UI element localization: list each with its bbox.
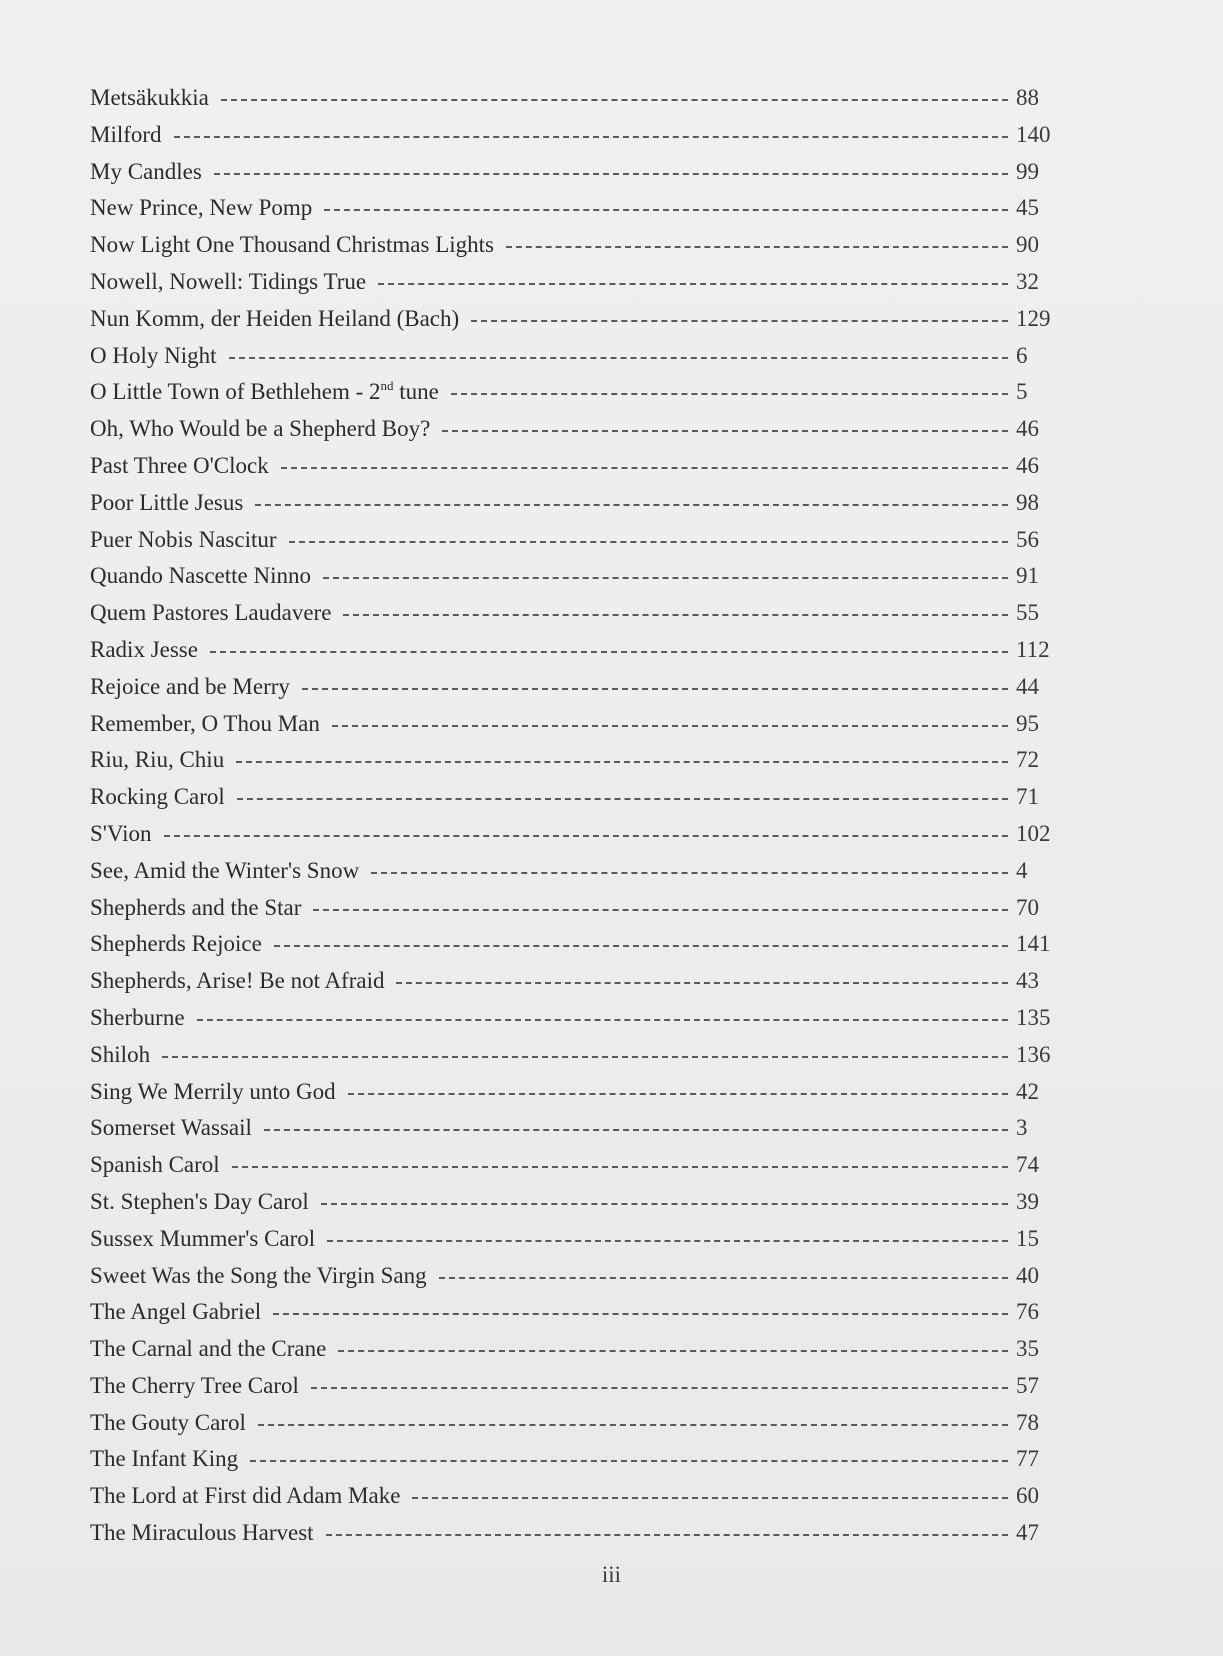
toc-entry-page-number: 72 xyxy=(1016,747,1039,773)
toc-entry-title xyxy=(90,558,311,595)
dot-leader xyxy=(371,872,1008,874)
toc-entry-title xyxy=(90,301,459,338)
toc-entry-title-text: The Lord at First did Adam Make xyxy=(90,1483,401,1509)
toc-entry-title xyxy=(90,1037,150,1074)
toc-entry xyxy=(90,669,1068,706)
toc-entry-page-number: 4 xyxy=(1016,857,1028,883)
toc-entry-title-text: Sussex Mummer's Carol xyxy=(90,1225,316,1251)
toc-entry xyxy=(90,80,1068,117)
toc-entry-page-number: 32 xyxy=(1016,268,1039,294)
page-number: iii xyxy=(601,1562,622,1587)
toc-entry-title-text: Somerset Wassail xyxy=(90,1115,252,1141)
toc-entry-title-text: Shepherds Rejoice xyxy=(90,931,262,957)
toc-entry-title-text: Milford xyxy=(90,121,162,147)
toc-entry xyxy=(90,1110,1068,1147)
dot-leader xyxy=(221,99,1008,101)
toc-entry-page-number: 77 xyxy=(1016,1446,1039,1472)
toc-entry-page-number: 135 xyxy=(1016,1004,1051,1030)
toc-entry-title-text: O Little Town of Bethlehem - 2 xyxy=(90,379,381,405)
toc-entry-title xyxy=(90,338,217,375)
dot-leader xyxy=(506,246,1008,248)
dot-leader xyxy=(412,1497,1008,1499)
toc-entry-title xyxy=(90,80,209,117)
toc-entry-title-suffix: tune xyxy=(393,379,439,405)
toc-entry-title-text: New Prince, New Pomp xyxy=(90,195,313,221)
toc-entry-page-number: 56 xyxy=(1016,526,1039,552)
toc-entry-title xyxy=(90,154,202,191)
toc-entry-title xyxy=(90,264,366,301)
dot-leader xyxy=(210,651,1008,653)
toc-entry-title-text: Rejoice and be Merry xyxy=(90,673,290,699)
toc-entry xyxy=(90,595,1068,632)
dot-leader xyxy=(258,1424,1008,1426)
dot-leader xyxy=(264,1129,1008,1131)
toc-entry-title-text: Remember, O Thou Man xyxy=(90,710,320,736)
toc-entry-title xyxy=(90,595,331,632)
toc-entry-title-text: Sherburne xyxy=(90,1004,185,1030)
toc-entry xyxy=(90,411,1068,448)
dot-leader xyxy=(313,909,1008,911)
toc-entry xyxy=(90,1074,1068,1111)
toc-entry-page-number: 43 xyxy=(1016,968,1039,994)
dot-leader xyxy=(442,430,1008,432)
toc-entry-title-text: Poor Little Jesus xyxy=(90,489,244,515)
toc-entry-title-text: Shiloh xyxy=(90,1041,151,1067)
toc-entry-page-number: 39 xyxy=(1016,1188,1039,1214)
toc-entry-title xyxy=(90,227,494,264)
toc-entry-title-text: Puer Nobis Nascitur xyxy=(90,526,277,552)
toc-entry-title xyxy=(90,1478,400,1515)
toc-entry xyxy=(90,1294,1068,1331)
toc-entry xyxy=(90,558,1068,595)
toc-entry xyxy=(90,963,1068,1000)
toc-entry-page-number: 70 xyxy=(1016,894,1039,920)
toc-entry-page-number: 46 xyxy=(1016,416,1039,442)
toc-entry-title-text: The Infant King xyxy=(90,1446,239,1472)
dot-leader xyxy=(281,467,1008,469)
toc-entry-title-superscript: nd xyxy=(380,378,394,394)
toc-entry xyxy=(90,1405,1068,1442)
toc-entry-page-number: 6 xyxy=(1016,342,1028,368)
toc-entry-page-number: 71 xyxy=(1016,784,1039,810)
toc-entry-title xyxy=(90,926,262,963)
dot-leader xyxy=(274,945,1008,947)
dot-leader xyxy=(237,798,1008,800)
toc-entry-title-text: Past Three O'Clock xyxy=(90,452,269,478)
toc-entry-page-number: 88 xyxy=(1016,85,1039,110)
toc-entry xyxy=(90,154,1068,191)
toc-entry xyxy=(90,1441,1068,1478)
toc-entry xyxy=(90,190,1068,227)
toc-entry-title xyxy=(90,1258,427,1295)
toc-entry-title-text: O Holy Night xyxy=(90,342,217,368)
dot-leader xyxy=(326,1534,1008,1536)
toc-entry xyxy=(90,264,1068,301)
dot-leader xyxy=(164,835,1008,837)
toc-entry xyxy=(90,853,1068,890)
toc-entry-title xyxy=(90,1000,185,1037)
toc-entry-title xyxy=(90,1147,220,1184)
toc-entry xyxy=(90,1000,1068,1037)
dot-leader xyxy=(378,283,1008,285)
dot-leader xyxy=(343,614,1008,616)
toc-entry xyxy=(90,338,1068,375)
toc-entry-title xyxy=(90,1515,314,1552)
toc-entry-title xyxy=(90,448,269,485)
toc-entry xyxy=(90,779,1068,816)
dot-leader xyxy=(236,761,1008,763)
toc-entry-title-text: Radix Jesse xyxy=(90,636,198,662)
toc-entry xyxy=(90,706,1068,743)
dot-leader xyxy=(396,982,1008,984)
toc-entry-title-text: The Gouty Carol xyxy=(90,1409,246,1435)
toc-entry xyxy=(90,522,1068,559)
toc-entry-title xyxy=(90,890,301,927)
dot-leader xyxy=(255,504,1008,506)
toc-entry xyxy=(90,1258,1068,1295)
toc-entry-title xyxy=(90,1331,326,1368)
toc-entry-title xyxy=(90,1074,336,1111)
toc-entry-title-text: Quem Pastores Laudavere xyxy=(90,600,332,626)
toc-entry-page-number: 57 xyxy=(1016,1372,1039,1398)
toc-entry-title xyxy=(90,117,162,154)
dot-leader xyxy=(439,1277,1008,1279)
toc-entry-title xyxy=(90,1184,309,1221)
toc-entry-title-text: Shepherds, Arise! Be not Afraid xyxy=(90,968,385,994)
toc-entry xyxy=(90,926,1068,963)
dot-leader xyxy=(289,541,1008,543)
toc-entry-page-number: 78 xyxy=(1016,1409,1039,1435)
toc-entry xyxy=(90,301,1068,338)
toc-entry-page-number: 112 xyxy=(1016,636,1050,662)
toc-entry-page-number: 47 xyxy=(1016,1520,1039,1546)
toc-entry xyxy=(90,1184,1068,1221)
toc-entry-title-text: The Angel Gabriel xyxy=(90,1299,262,1325)
toc-entry-title xyxy=(90,706,320,743)
toc-entry-page-number: 42 xyxy=(1016,1078,1039,1104)
toc-entry-title-text: My Candles xyxy=(90,158,202,184)
toc-entry-title xyxy=(90,1110,252,1147)
toc-entry-title-text: Quando Nascette Ninno xyxy=(90,563,311,589)
toc-entry-title xyxy=(90,374,439,411)
toc-entry-title-text: Shepherds and the Star xyxy=(90,894,302,920)
toc-entry-title-text: Sweet Was the Song the Virgin Sang xyxy=(90,1262,427,1288)
toc-entry xyxy=(90,227,1068,264)
toc-entry-title xyxy=(90,816,152,853)
toc-entry-title xyxy=(90,632,198,669)
toc-entry-page-number: 5 xyxy=(1016,379,1028,405)
toc-entry-page-number: 3 xyxy=(1016,1115,1028,1141)
toc-entry xyxy=(90,117,1068,154)
toc-entry xyxy=(90,816,1068,853)
toc-entry-page-number: 95 xyxy=(1016,710,1039,736)
toc-entry xyxy=(90,632,1068,669)
dot-leader xyxy=(174,136,1008,138)
toc-entry-title-text: The Miraculous Harvest xyxy=(90,1520,314,1546)
toc-entry-title-text: Now Light One Thousand Christmas Lights xyxy=(90,232,494,258)
dot-leader xyxy=(214,173,1008,175)
toc-entry-title-text: Riu, Riu, Chiu xyxy=(90,747,225,773)
toc-entry-title-text: See, Amid the Winter's Snow xyxy=(90,857,360,883)
toc-entry-title-text: Rocking Carol xyxy=(90,784,225,810)
dot-leader xyxy=(232,1166,1008,1168)
dot-leader xyxy=(451,393,1008,395)
toc-entry xyxy=(90,1147,1068,1184)
toc-entry-title xyxy=(90,411,430,448)
toc-entry-page-number: 141 xyxy=(1016,931,1051,957)
toc-entry-page-number: 91 xyxy=(1016,563,1039,589)
dot-leader xyxy=(162,1056,1008,1058)
toc-entry-page-number: 15 xyxy=(1016,1225,1039,1251)
toc-entry xyxy=(90,890,1068,927)
toc-entry-title-text: Metsäkukkia xyxy=(90,85,209,110)
toc-entry-page-number: 46 xyxy=(1016,452,1039,478)
toc-entry-page-number: 76 xyxy=(1016,1299,1039,1325)
toc-entry xyxy=(90,448,1068,485)
toc-entry-page-number: 129 xyxy=(1016,305,1051,331)
toc-entry-title xyxy=(90,1405,246,1442)
toc-entry-title xyxy=(90,669,290,706)
toc-entry-title-text: S'Vion xyxy=(90,820,152,846)
dot-leader xyxy=(348,1093,1008,1095)
toc-entry-page-number: 55 xyxy=(1016,600,1039,626)
dot-leader xyxy=(332,725,1008,727)
toc-entry xyxy=(90,742,1068,779)
toc-entry-title xyxy=(90,522,277,559)
toc-entry-title xyxy=(90,742,224,779)
dot-leader xyxy=(229,357,1009,359)
toc-entry xyxy=(90,374,1068,411)
toc-entry-title-text: Oh, Who Would be a Shepherd Boy? xyxy=(90,416,431,442)
toc-entry xyxy=(90,1478,1068,1515)
dot-leader xyxy=(324,209,1008,211)
toc-entry-page-number: 40 xyxy=(1016,1262,1039,1288)
toc-entry-title-text: Spanish Carol xyxy=(90,1152,220,1178)
dot-leader xyxy=(250,1460,1008,1462)
toc-entry-title xyxy=(90,1441,238,1478)
toc-entry-page-number: 74 xyxy=(1016,1152,1039,1178)
dot-leader xyxy=(302,688,1008,690)
toc-entry-title xyxy=(90,1368,299,1405)
toc-entry-page-number: 44 xyxy=(1016,673,1039,699)
dot-leader xyxy=(323,577,1008,579)
toc-entry-page-number: 99 xyxy=(1016,158,1039,184)
toc-entry-title-text: The Carnal and the Crane xyxy=(90,1336,327,1362)
toc-entry-title xyxy=(90,963,384,1000)
toc-entry-title-text: Nun Komm, der Heiden Heiland (Bach) xyxy=(90,305,460,331)
toc-entry-title xyxy=(90,853,359,890)
toc-entry xyxy=(90,1221,1068,1258)
toc-entry-page-number: 45 xyxy=(1016,195,1039,221)
dot-leader xyxy=(471,320,1008,322)
toc-entry-page-number: 90 xyxy=(1016,232,1039,258)
toc-entry xyxy=(90,1368,1068,1405)
toc-entry-title xyxy=(90,485,243,522)
toc-entry-page-number: 98 xyxy=(1016,489,1039,515)
dot-leader xyxy=(338,1350,1008,1352)
toc-entry-page-number: 136 xyxy=(1016,1041,1051,1067)
toc-entry-page-number: 60 xyxy=(1016,1483,1039,1509)
toc-entry-title-text: The Cherry Tree Carol xyxy=(90,1372,299,1398)
toc-entry-title xyxy=(90,1221,315,1258)
toc-entry-title xyxy=(90,1294,261,1331)
toc-entry-title-text: Nowell, Nowell: Tidings True xyxy=(90,268,367,294)
toc-entry xyxy=(90,1331,1068,1368)
dot-leader xyxy=(311,1387,1008,1389)
dot-leader xyxy=(273,1313,1008,1315)
dot-leader xyxy=(321,1203,1008,1205)
dot-leader xyxy=(197,1019,1008,1021)
toc-entry-title xyxy=(90,779,225,816)
toc-entry xyxy=(90,485,1068,522)
toc-entry-page-number: 102 xyxy=(1016,820,1051,846)
toc-entry-title xyxy=(90,190,312,227)
table-of-contents xyxy=(90,80,1068,1552)
toc-entry-page-number: 35 xyxy=(1016,1336,1039,1362)
toc-entry xyxy=(90,1515,1068,1552)
dot-leader xyxy=(327,1240,1008,1242)
toc-entry-page-number: 140 xyxy=(1016,121,1051,147)
toc-entry-title-text: Sing We Merrily unto God xyxy=(90,1078,336,1104)
toc-entry-title-text: St. Stephen's Day Carol xyxy=(90,1188,309,1214)
toc-entry xyxy=(90,1037,1068,1074)
